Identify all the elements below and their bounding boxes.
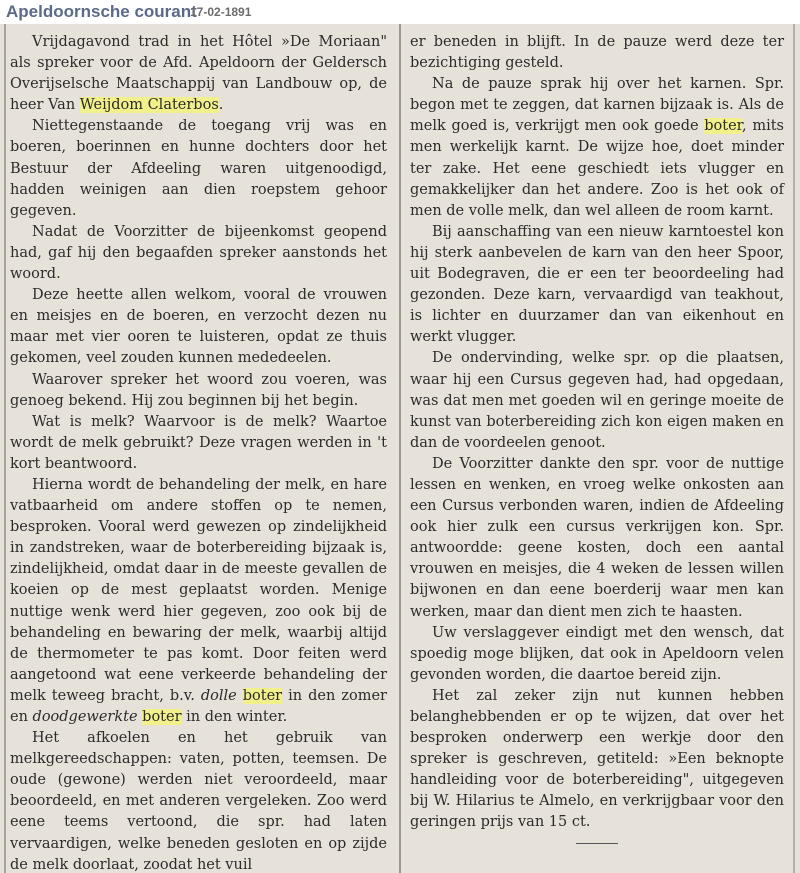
column-rule-right	[793, 24, 795, 873]
paragraph: Vrijdagavond trad in het Hôtel »De Moriaan" als spreker voor de Afd. Apeldoorn der Geldersch Overijselsche Maatschappij van Landbouw op, de heer Van Weijdom Claterbos.	[10, 34, 387, 114]
paragraph: Hierna wordt de behandeling der melk, en hare vatbaarheid om andere stoffen op te nemen, besproken. Vooral werd gewezen op zindelijkheid in zandstreken, waar de boterbereiding bijzaak is, zindelijkheid, omdat daar in de meeste gevallen de koeien op de mest geplaatst worden. Menige nuttige wenk werd hier gegeven, zoo ook bij de behandeling en bewaring der melk, waarbij altijd de thermometer te pas komt. Door feiten werd aangetoond wat eene verkeerde behandeling der melk teweeg bracht, b.v. dolle boter in den zomer en doodgewerkte boter in den winter.	[10, 476, 387, 725]
paragraph: Wat is melk? Waarvoor is de melk? Waartoe wordt de melk gebruikt? Deze vragen werden in 't kort beantwoord.	[10, 413, 387, 472]
paragraph: Waarover spreker het woord zou voeren, was genoeg bekend. Hij zou beginnen bij het begin.	[10, 371, 387, 409]
paragraph: er beneden in blijft. In de pauze werd deze ter bezichtiging gesteld.	[410, 34, 784, 72]
paragraph: Nadat de Voorzitter de bijeenkomst geopend had, gaf hij den begaafden spreker aanstonds het woord.	[10, 223, 387, 283]
paragraph: Deze heette allen welkom, vooral de vrouwen en meisjes en de boeren, en verzocht dezen nu maar met vier ooren te luisteren, opdat ze thuis gekomen, veel zouden kunnen mededeelen.	[10, 287, 387, 367]
search-highlight: boter	[142, 709, 182, 725]
search-highlight: boter	[704, 118, 743, 135]
paragraph: Na de pauze sprak hij over het karnen. Spr. begon met te zeggen, dat karnen bijzaak is. Als de melk goed is, verkrijgt men ook goede boter, mits men werkelijk karnt. De wijze hoe, doet minder ter zake. Het eene geschiedt iets vlugger en gemakkelijker dan het andere. Zoo is het ook of men de volle melk, dan wel alleen de room karnt.	[410, 76, 784, 219]
search-highlight: boter	[242, 687, 283, 704]
publication-date: 17-02-1891	[190, 5, 252, 19]
paragraph: Bij aanschaffing van een nieuw karntoestel kon hij sterk aanbevelen de karn van den heer Spoor, uit Bodegraven, die er een ter beoordeeling had gezonden. Deze karn, vervaardigd van teakhout, is lichter en duurzamer dan van eikenhout en werkt vlugger.	[410, 223, 784, 346]
page-header	[0, 0, 800, 24]
article-column-right	[410, 32, 784, 844]
newspaper-clipping	[0, 24, 800, 873]
newspaper-title[interactable]: Apeldoornsche courant	[6, 2, 197, 21]
search-highlight: Weijdom Claterbos	[79, 97, 219, 114]
column-rule-left	[4, 24, 6, 873]
article-column-left	[10, 32, 387, 873]
column-rule-middle	[399, 24, 401, 873]
paragraph: De Voorzitter dankte den spr. voor de nuttige lessen en wenken, en vroeg welke onkosten aan een Cursus verbonden waren, indien de Afdeeling ook hier zulk een cursus verkrijgen kon. Spr. antwoordde: geene kosten, doch een aantal vrouwen en meisjes, die 4 weken de lessen willen bijwonen en dan eene boerderij waar men kan werken, maar dan dient men zich te haasten.	[410, 455, 784, 620]
article-end-rule	[576, 843, 618, 844]
paragraph: De ondervinding, welke spr. op die plaatsen, waar hij een Cursus gegeven had, had opgedaan, was dat men met goeden wil en geringe moeite de kunst van boterbereiding zich kon eigen maken en dan de voordeelen genoot.	[410, 350, 784, 451]
paragraph: Het afkoelen en het gebruik van melkgereedschappen: vaten, potten, teemsen. De oude (gewone) werden niet veroordeeld, maar beoordeeld, en met anderen vergeleken. Zoo werd eene teems vertoond, die spr. had laten vervaardigen, welke beneden gesloten en op zijde de melk doorlaat, zoodat het vuil	[10, 730, 387, 873]
paragraph: Het zal zeker zijn nut kunnen hebben belanghebbenden er op te wijzen, dat over het besproken onderwerp een werkje door den spreker is geschreven, getiteld: »Een beknopte handleiding voor de boterbereiding", uitgegeven bij W. Hilarius te Almelo, en verkrijgbaar voor den geringen prijs van 15 ct.	[410, 687, 784, 831]
paragraph: Niettegenstaande de toegang vrij was en boeren, boerinnen en hunne dochters door het Bestuur der Afdeeling waren uitgenoodigd, hadden weinigen aan dien roepstem gehoor gegeven.	[10, 118, 387, 219]
paragraph: Uw verslaggever eindigt met den wensch, dat spoedig moge blijken, dat ook in Apeldoorn velen gevonden worden, die daartoe bereid zijn.	[410, 624, 784, 683]
